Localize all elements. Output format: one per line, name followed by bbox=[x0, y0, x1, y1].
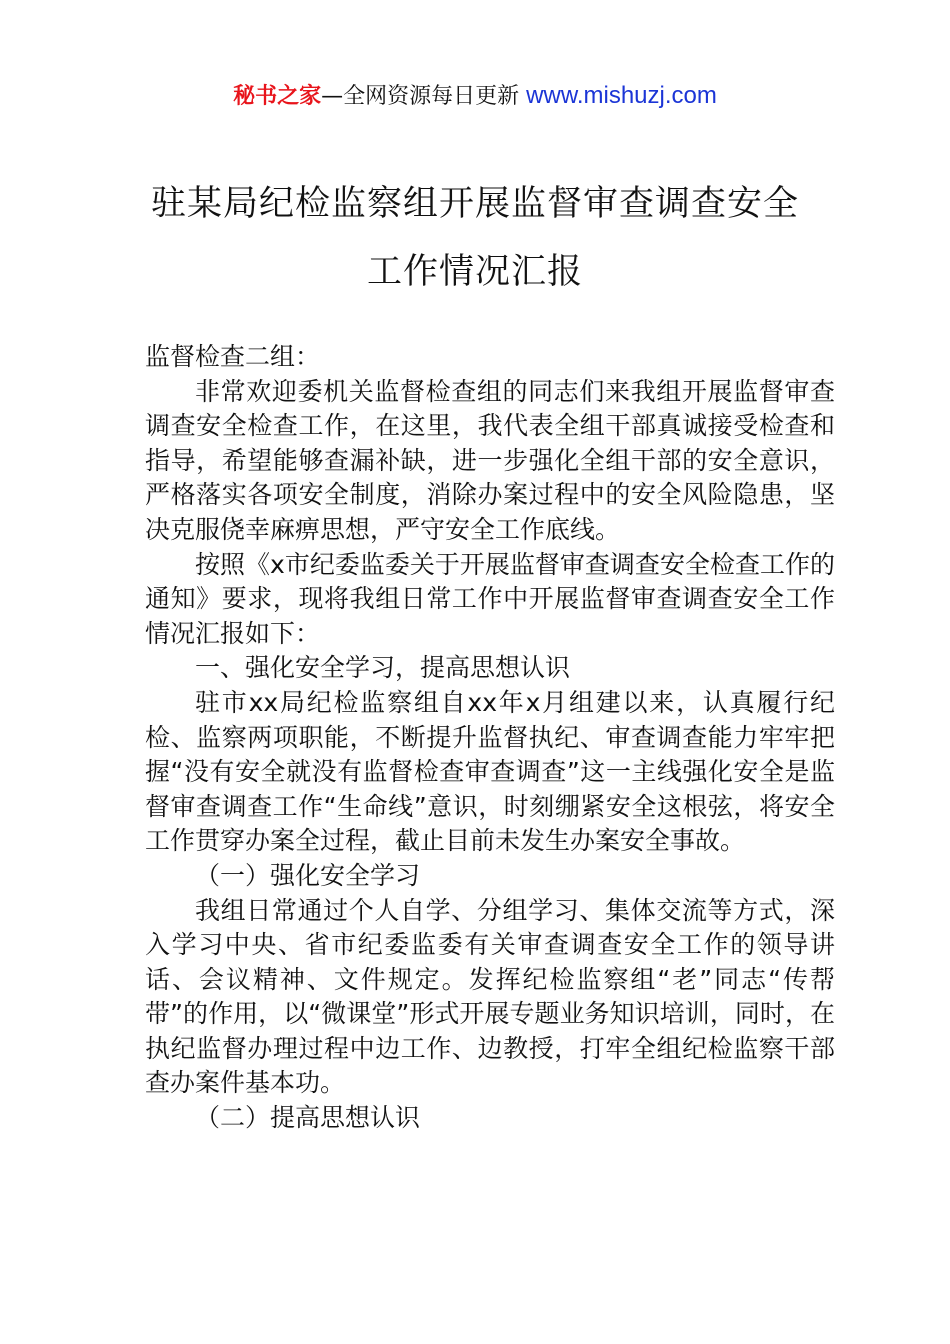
paragraph-intro: 非常欢迎委机关监督检查组的同志们来我组开展监督审查调查安全检查工作，在这里，我代表全组干部真诚接受检查和指导，希望能够查漏补缺，进一步强化全组干部的安全意识，严格落实各项安全制度，消除办案过程中的安全风险隐患，坚决克服侥幸麻痹思想，严守安全工作底线。 bbox=[145, 376, 835, 544]
site-url-link[interactable]: www.mishuzj.com bbox=[526, 82, 717, 109]
site-brand: 秘书之家 bbox=[233, 84, 322, 109]
paragraph-section-1: 驻市xx局纪检监察组自xx年x月组建以来，认真履行纪检、监察两项职能，不断提升监督执纪、审查调查能力牢牢把握“没有安全就没有监督检查审查调查”这一主线强化安全是监督审查调查工作“生命线”意识，时刻绷紧安全这根弦，将安全工作贯穿办案全过程，截止目前未发生办案安全事故。 bbox=[145, 687, 835, 856]
document-title bbox=[0, 170, 950, 306]
title-line-1: 驻某局纪检监察组开展监督审查调查安全 bbox=[150, 184, 799, 224]
title-line-2: 工作情况汇报 bbox=[366, 252, 583, 292]
subsection-heading-1: （一）强化安全学习 bbox=[195, 860, 421, 890]
paragraph-basis: 按照《x市纪委监委关于开展监督审查调查安全检查工作的通知》要求，现将我组日常工作中开展监督审查调查安全工作情况汇报如下： bbox=[145, 549, 835, 648]
subsection-heading-2: （二）提高思想认识 bbox=[195, 1103, 421, 1133]
salutation: 监督检查二组： bbox=[145, 342, 321, 371]
document-body bbox=[145, 340, 835, 1136]
section-heading-1: 一、强化安全学习，提高思想认识 bbox=[195, 653, 571, 683]
paragraph-subsection-1: 我组日常通过个人自学、分组学习、集体交流等方式，深入学习中央、省市纪委监委有关审查调查安全工作的领导讲话、会议精神、文件规定。发挥纪检监察组“老”同志“传帮带”的作用，以“微课堂”形式开展专题业务知识培训，同时，在执纪监督办理过程中边工作、边教授，打牢全组纪检监察干部查办案件基本功。 bbox=[145, 895, 835, 1098]
site-header bbox=[0, 78, 950, 115]
site-slogan: —全网资源每日更新 bbox=[321, 84, 527, 109]
